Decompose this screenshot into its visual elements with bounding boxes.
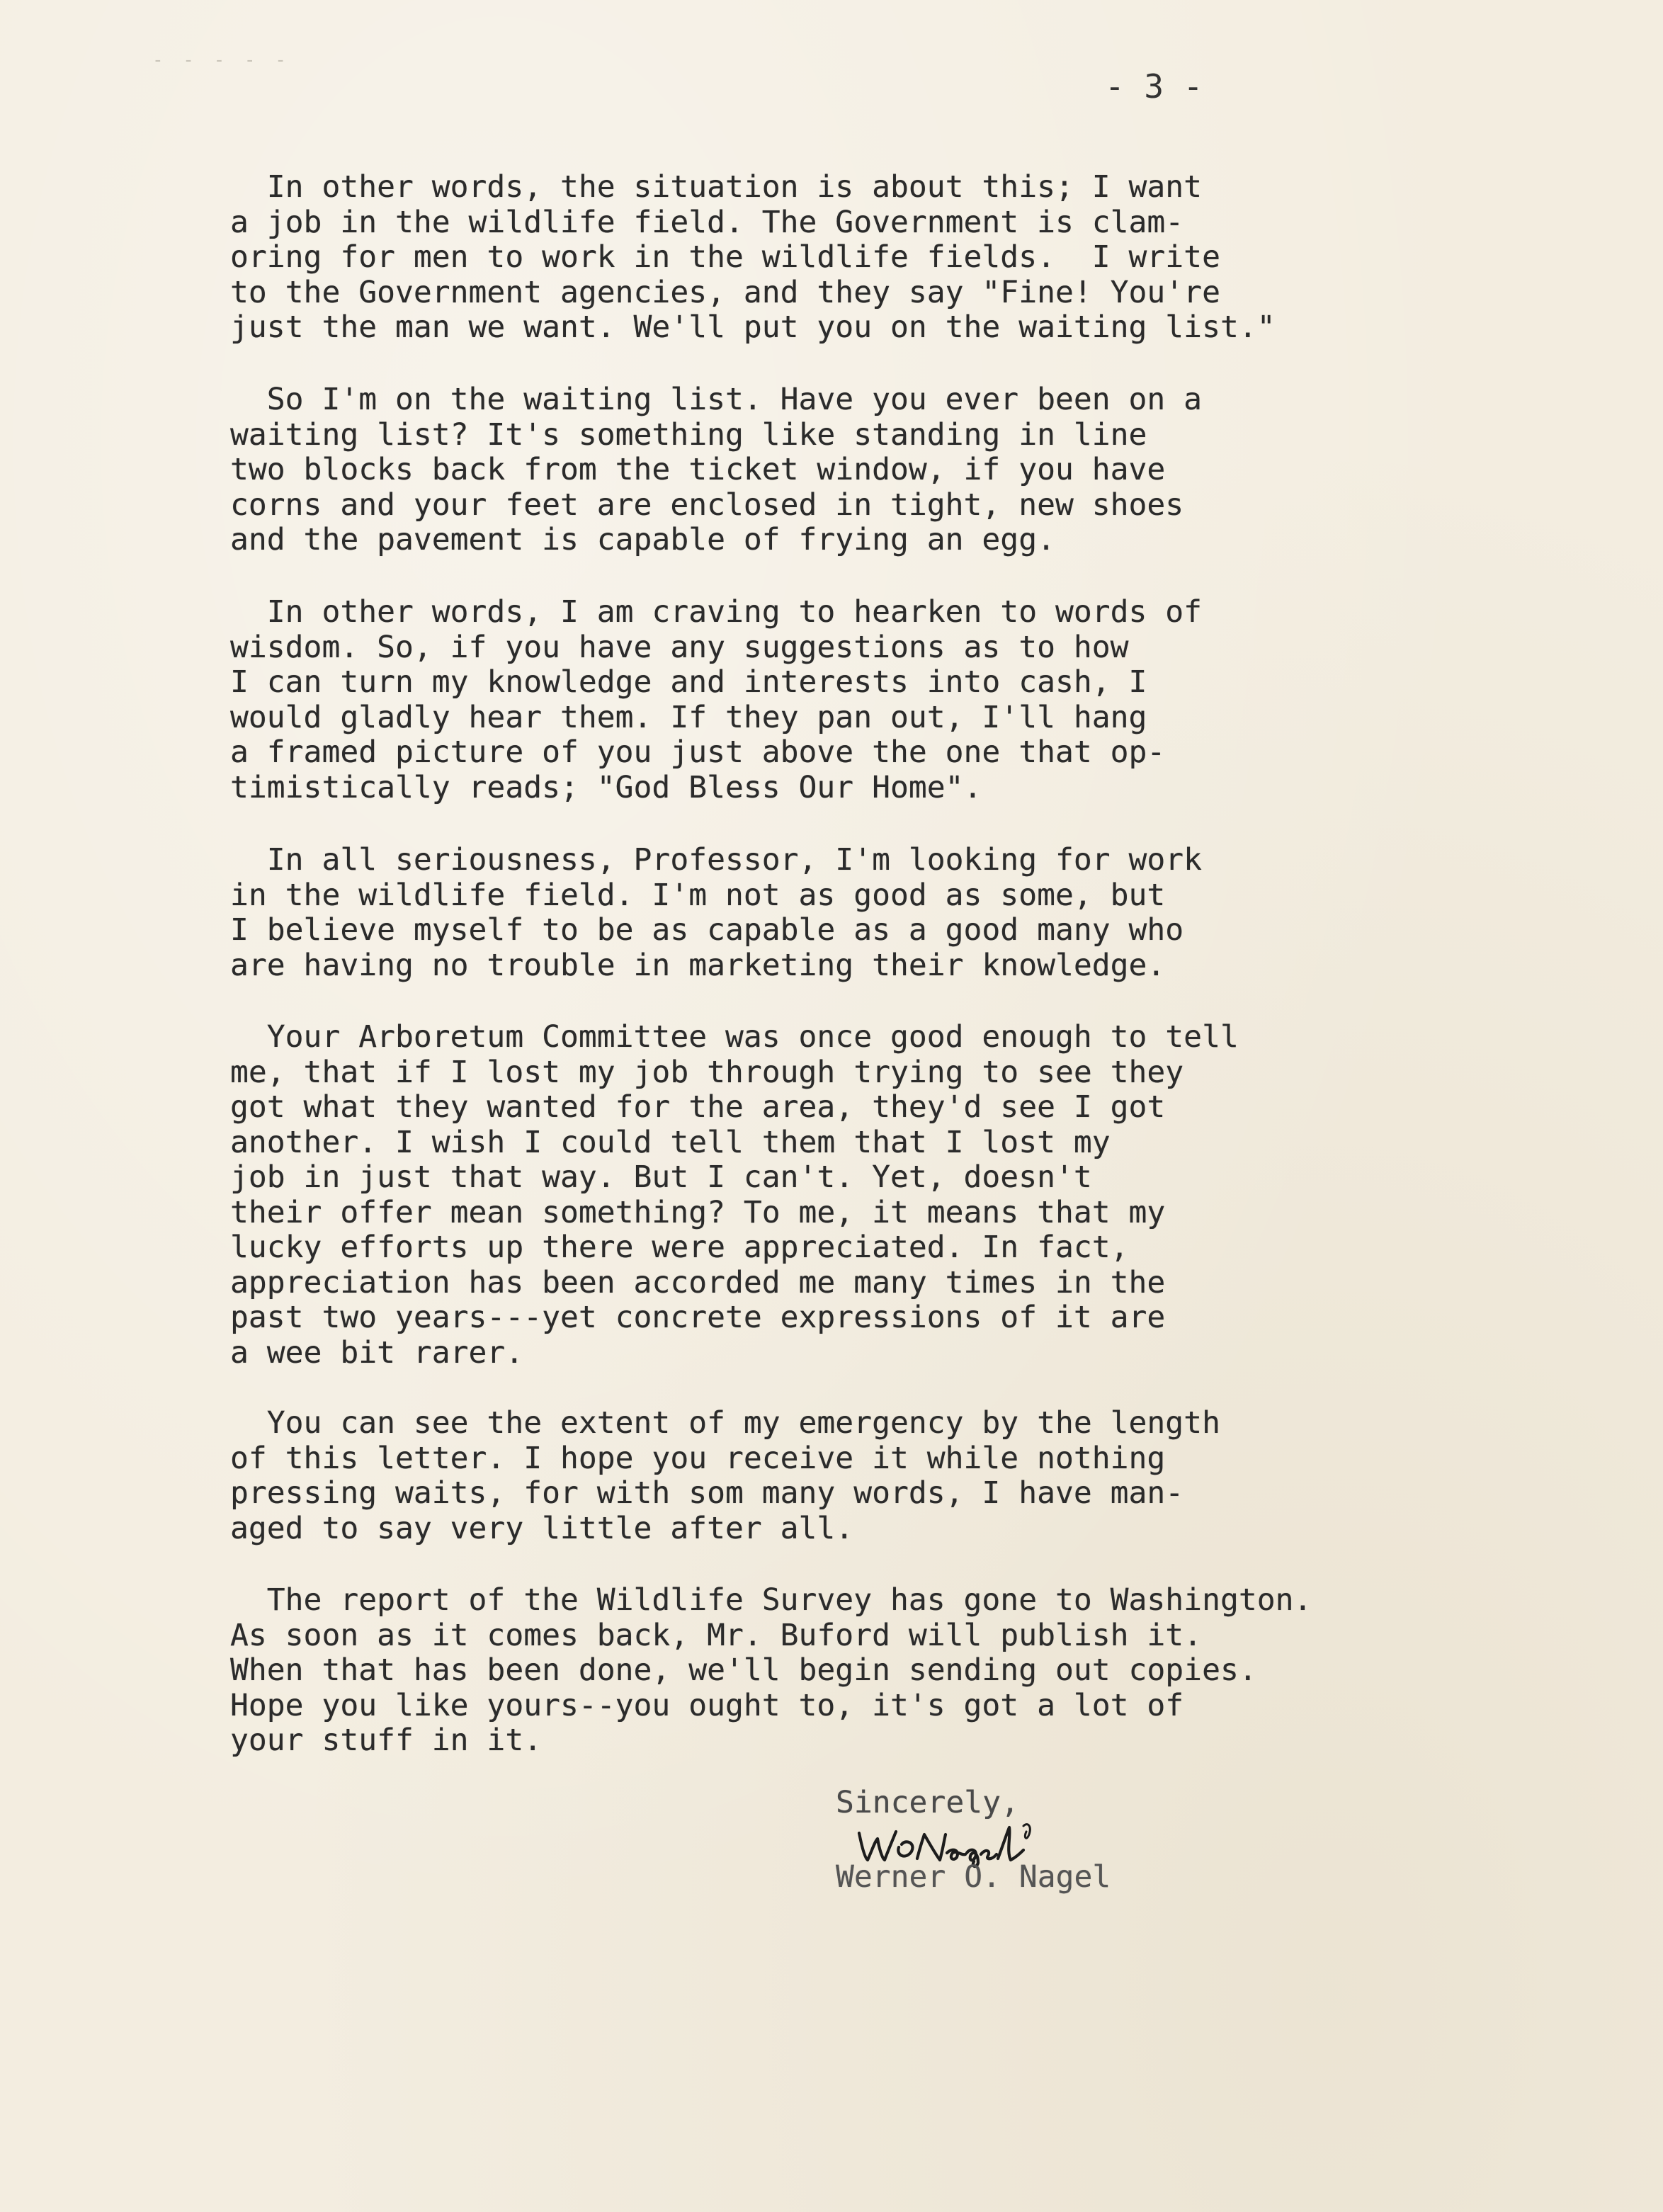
text-line: to the Government agencies, and they say "Fine! You're: [230, 274, 1220, 310]
text-line: I can turn my knowledge and interests into cash, I: [230, 664, 1147, 700]
corner-marks: - - - - -: [152, 50, 290, 71]
text-line: wisdom. So, if you have any suggestions as to how: [230, 629, 1129, 665]
text-line: a job in the wildlife field. The Government is clam-: [230, 204, 1184, 240]
text-line: So I'm on the waiting list. Have you ever been on a: [230, 382, 1203, 417]
text-line: In all seriousness, Professor, I'm looking for work: [230, 842, 1203, 878]
paragraph-6: [230, 1406, 1220, 1546]
text-line: just the man we want. We'll put you on the waiting list.": [230, 310, 1276, 345]
signed-name: [836, 1859, 1111, 1895]
paragraph-3: [230, 595, 1202, 805]
paragraph-5: [230, 1020, 1239, 1371]
text-line: lucky efforts up there were appreciated. In fact,: [230, 1230, 1129, 1265]
text-line: pressing waits, for with som many words, I have man-: [230, 1475, 1184, 1511]
text-line: timistically reads; "God Bless Our Home".: [230, 769, 982, 805]
text-line: got what they wanted for the area, they'd see I got: [230, 1089, 1166, 1125]
text-line: of this letter. I hope you receive it while nothing: [230, 1440, 1166, 1476]
text-line: a framed picture of you just above the one that op-: [230, 735, 1166, 770]
text-line: your stuff in it.: [230, 1723, 543, 1758]
text-line: are having no trouble in marketing their knowledge.: [230, 947, 1166, 983]
text-line: job in just that way. But I can't. Yet, doesn't: [230, 1159, 1092, 1195]
text-line: In other words, the situation is about this; I want: [230, 169, 1203, 205]
text-line: oring for men to work in the wildlife fields. I write: [230, 239, 1220, 275]
paragraph-1: [230, 170, 1276, 346]
paragraph-7: [230, 1583, 1312, 1759]
text-line: two blocks back from the ticket window, if you have: [230, 452, 1166, 487]
text-line: and the pavement is capable of frying an egg.: [230, 522, 1055, 557]
text-line: The report of the Wildlife Survey has gone to Washington.: [230, 1582, 1312, 1618]
text-line: Your Arboretum Committee was once good enough to tell: [230, 1019, 1239, 1055]
text-line: When that has been done, we'll begin sending out copies.: [230, 1652, 1257, 1688]
text-line: past two years---yet concrete expressions of it are: [230, 1300, 1166, 1335]
text-line: I believe myself to be as capable as a good many who: [230, 912, 1184, 948]
text-line: another. I wish I could tell them that I lost my: [230, 1124, 1111, 1160]
text-line: me, that if I lost my job through trying to see they: [230, 1054, 1184, 1090]
text-line: Hope you like yours--you ought to, it's got a lot of: [230, 1687, 1184, 1723]
text-line: a wee bit rarer.: [230, 1334, 524, 1371]
text-line: would gladly hear them. If they pan out, I'll hang: [230, 699, 1147, 735]
text-line: As soon as it comes back, Mr. Buford will publish it.: [230, 1617, 1203, 1653]
text-line: appreciation has been accorded me many times in the: [230, 1264, 1166, 1300]
signed-name-text: Werner O. Nagel: [836, 1859, 1111, 1895]
text-line: their offer mean something? To me, it means that my: [230, 1194, 1166, 1230]
text-line: corns and your feet are enclosed in tight, new shoes: [230, 487, 1184, 523]
paragraph-4: [230, 843, 1202, 983]
text-line: aged to say very little after all.: [230, 1510, 854, 1546]
text-line: waiting list? It's something like standing in line: [230, 416, 1147, 453]
text-line: You can see the extent of my emergency by the length: [230, 1405, 1220, 1441]
paragraph-2: [230, 382, 1202, 558]
text-line: in the wildlife field. I'm not as good as some, but: [230, 877, 1166, 913]
page-number: - 3 -: [1105, 67, 1203, 106]
valediction-text: Sincerely,: [836, 1785, 1019, 1820]
closing-valediction: [836, 1785, 1019, 1820]
text-line: In other words, I am craving to hearken to words of: [230, 594, 1203, 630]
